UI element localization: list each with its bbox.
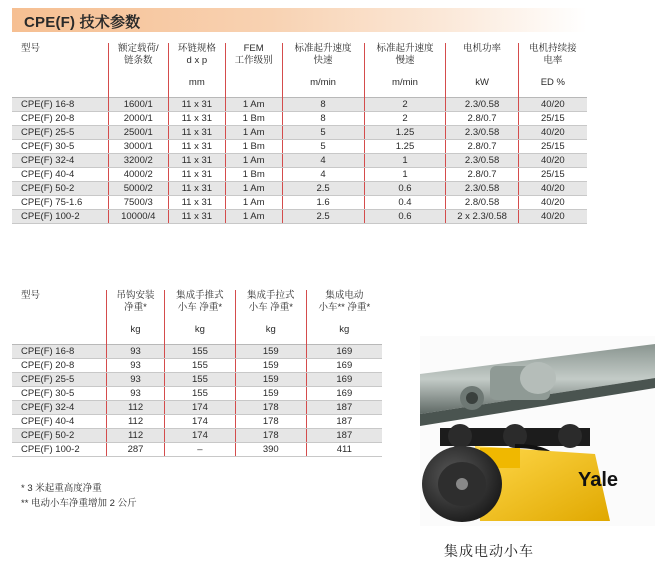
table-cell: 2.8/0.7	[446, 140, 518, 154]
table-cell: 40/20	[518, 126, 587, 140]
table-cell: CPE(F) 100-2	[12, 443, 107, 457]
header-line: 电机持续接	[529, 43, 577, 54]
table-cell: 411	[306, 443, 382, 457]
table-cell: 1 Bm	[225, 168, 282, 182]
table-cell: 187	[306, 401, 382, 415]
column-header	[518, 43, 587, 67]
weight-table	[12, 290, 382, 457]
unit-cell: kg	[107, 314, 165, 345]
table-cell: 2.3/0.58	[446, 182, 518, 196]
table-cell: 0.6	[364, 182, 446, 196]
table-cell: 93	[107, 387, 165, 401]
header-line: 型号	[21, 290, 41, 301]
table-row	[12, 210, 587, 224]
table-cell: CPE(F) 20-8	[12, 359, 107, 373]
table-cell: 169	[306, 345, 382, 359]
table-cell: 11 x 31	[168, 168, 225, 182]
unit-cell	[12, 314, 107, 345]
table-cell: 3200/2	[108, 154, 168, 168]
header-line: 快速	[313, 55, 333, 66]
table-cell: CPE(F) 50-2	[12, 429, 107, 443]
table-cell: 11 x 31	[168, 196, 225, 210]
hoist-trolley-image	[420, 336, 655, 526]
title-bar	[12, 8, 587, 32]
table-cell: 7500/3	[108, 196, 168, 210]
table-cell: 40/20	[518, 182, 587, 196]
table-row	[12, 112, 587, 126]
table-row	[12, 387, 382, 401]
unit-cell	[225, 67, 282, 98]
table-cell: 169	[306, 387, 382, 401]
table-cell: 174	[165, 401, 236, 415]
header-line: FEM	[243, 43, 264, 54]
table-cell: 169	[306, 359, 382, 373]
table-cell: 25/15	[518, 168, 587, 182]
yale-logo: Yale	[578, 469, 619, 491]
footnotes	[21, 481, 137, 511]
table-cell: 0.4	[364, 196, 446, 210]
table-row	[12, 168, 587, 182]
table-cell: 155	[165, 345, 236, 359]
table-cell: 159	[235, 373, 306, 387]
table-cell: 4000/2	[108, 168, 168, 182]
header-row	[12, 43, 587, 67]
header-line: 电率	[543, 55, 563, 66]
table-cell: 2	[364, 98, 446, 112]
table-cell: 155	[165, 373, 236, 387]
table-row	[12, 98, 587, 112]
header-line: 小车 净重*	[248, 302, 293, 313]
table-cell: 25/15	[518, 112, 587, 126]
table-cell: CPE(F) 75-1.6	[12, 196, 108, 210]
table-cell: 1.25	[364, 140, 446, 154]
table-cell: 11 x 31	[168, 154, 225, 168]
table-cell: 112	[107, 401, 165, 415]
table-cell: 2000/1	[108, 112, 168, 126]
table-cell: 2.5	[282, 182, 364, 196]
header-line: 吊钩安装	[116, 290, 155, 301]
unit-cell: kg	[306, 314, 382, 345]
header-line: d x p	[186, 55, 208, 66]
column-header	[225, 43, 282, 67]
header-line: 型号	[21, 43, 41, 54]
image-caption: 集成电动小车	[444, 543, 534, 559]
table-cell: 1 Am	[225, 210, 282, 224]
unit-row	[12, 67, 587, 98]
table-cell: 0.6	[364, 210, 446, 224]
table-cell: 3000/1	[108, 140, 168, 154]
column-header	[165, 290, 236, 314]
table-cell: 2 x 2.3/0.58	[446, 210, 518, 224]
unit-cell: m/min	[282, 67, 364, 98]
unit-cell: ED %	[518, 67, 587, 98]
header-line: 工作级别	[234, 55, 273, 66]
unit-cell: mm	[168, 67, 225, 98]
table-cell: 1 Am	[225, 98, 282, 112]
footnote: ** 电动小车净重增加 2 公斤	[21, 498, 137, 509]
table-cell: 169	[306, 373, 382, 387]
table-row	[12, 359, 382, 373]
header-line: 电机功率	[463, 43, 502, 54]
table-cell: CPE(F) 30-5	[12, 140, 108, 154]
unit-cell: kg	[165, 314, 236, 345]
table-cell: 187	[306, 415, 382, 429]
table-row	[12, 126, 587, 140]
header-line: 额定载荷/	[117, 43, 159, 54]
table-cell: 1 Bm	[225, 140, 282, 154]
unit-cell: kg	[235, 314, 306, 345]
table-cell: 25/15	[518, 140, 587, 154]
page-title: CPE(F) 技术参数	[24, 14, 141, 31]
table-cell: 5	[282, 140, 364, 154]
table-cell: 159	[235, 359, 306, 373]
table-cell: CPE(F) 32-4	[12, 154, 108, 168]
table-cell: 1.6	[282, 196, 364, 210]
table-cell: 2500/1	[108, 126, 168, 140]
table-cell: CPE(F) 40-4	[12, 415, 107, 429]
table-cell: CPE(F) 32-4	[12, 401, 107, 415]
unit-cell: kW	[446, 67, 518, 98]
table-row	[12, 154, 587, 168]
table-row	[12, 401, 382, 415]
unit-cell	[108, 67, 168, 98]
table-cell: CPE(F) 16-8	[12, 98, 108, 112]
table-cell: 40/20	[518, 196, 587, 210]
column-header	[168, 43, 225, 67]
column-header	[12, 43, 108, 67]
table-cell: 174	[165, 415, 236, 429]
table-cell: 187	[306, 429, 382, 443]
column-header	[107, 290, 165, 314]
table-cell: 178	[235, 415, 306, 429]
header-line: 净重*	[124, 302, 147, 313]
table-row	[12, 373, 382, 387]
header-line: 集成手拉式	[246, 290, 295, 301]
table-cell: 40/20	[518, 154, 587, 168]
table-cell: 93	[107, 345, 165, 359]
column-header	[235, 290, 306, 314]
table-row	[12, 415, 382, 429]
table-cell: –	[165, 443, 236, 457]
table-row	[12, 429, 382, 443]
header-line: 小车** 净重*	[318, 302, 371, 313]
header-line: 集成手推式	[176, 290, 224, 301]
column-header	[282, 43, 364, 67]
table-cell: 155	[165, 359, 236, 373]
table-cell: CPE(F) 16-8	[12, 345, 107, 359]
column-header	[12, 290, 107, 314]
unit-cell: m/min	[364, 67, 446, 98]
table-cell: 2.3/0.58	[446, 126, 518, 140]
column-header	[364, 43, 446, 67]
unit-cell	[12, 67, 108, 98]
table-cell: 2.3/0.58	[446, 98, 518, 112]
hoist-illustration	[420, 336, 655, 526]
table-cell: 11 x 31	[168, 210, 225, 224]
table-cell: 10000/4	[108, 210, 168, 224]
table-cell: 40/20	[518, 210, 587, 224]
table-cell: 2.8/0.7	[446, 168, 518, 182]
header-line: 慢速	[395, 55, 415, 66]
table-cell: 1	[364, 154, 446, 168]
table-cell: 8	[282, 98, 364, 112]
table-cell: 155	[165, 387, 236, 401]
table-cell: 4	[282, 154, 364, 168]
table-cell: 159	[235, 387, 306, 401]
table-row	[12, 443, 382, 457]
table-cell: 174	[165, 429, 236, 443]
table-row	[12, 182, 587, 196]
header-line: 链条数	[124, 55, 153, 66]
table-cell: 5	[282, 126, 364, 140]
table-cell: 2.8/0.7	[446, 112, 518, 126]
table-cell: 2	[364, 112, 446, 126]
table-cell: 178	[235, 429, 306, 443]
table-cell: 1 Am	[225, 126, 282, 140]
table-cell: CPE(F) 30-5	[12, 387, 107, 401]
table-cell: CPE(F) 100-2	[12, 210, 108, 224]
table-cell: 159	[235, 345, 306, 359]
table-cell: 1600/1	[108, 98, 168, 112]
table-cell: 2.8/0.58	[446, 196, 518, 210]
table-cell: 1.25	[364, 126, 446, 140]
column-header	[446, 43, 518, 67]
footnote: * 3 米起重高度净重	[21, 483, 102, 494]
table-row	[12, 345, 382, 359]
header-row	[12, 290, 382, 314]
table-cell: 11 x 31	[168, 98, 225, 112]
header-line: 小车 净重*	[177, 302, 223, 313]
table-cell: CPE(F) 20-8	[12, 112, 108, 126]
table-cell: 1 Bm	[225, 112, 282, 126]
table-cell: 178	[235, 401, 306, 415]
table-cell: 287	[107, 443, 165, 457]
header-line: 环链规格	[177, 43, 216, 54]
table-cell: 1 Am	[225, 154, 282, 168]
table-cell: 2.3/0.58	[446, 154, 518, 168]
table-cell: 93	[107, 359, 165, 373]
table-cell: 11 x 31	[168, 112, 225, 126]
table-cell: 112	[107, 429, 165, 443]
spec-table	[12, 43, 587, 224]
table-cell: 11 x 31	[168, 126, 225, 140]
table-cell: CPE(F) 25-5	[12, 126, 108, 140]
table-cell: CPE(F) 25-5	[12, 373, 107, 387]
table-cell: 1	[364, 168, 446, 182]
column-header	[108, 43, 168, 67]
table-cell: 1 Am	[225, 182, 282, 196]
header-line: 标准起升速度	[376, 43, 434, 54]
header-line: 集成电动	[325, 290, 364, 301]
table-cell: 4	[282, 168, 364, 182]
table-row	[12, 140, 587, 154]
table-cell: 5000/2	[108, 182, 168, 196]
table-cell: 1 Am	[225, 196, 282, 210]
header-line: 标准起升速度	[294, 43, 352, 54]
table-cell: 112	[107, 415, 165, 429]
unit-row	[12, 314, 382, 345]
table-cell: 11 x 31	[168, 182, 225, 196]
table-cell: CPE(F) 40-4	[12, 168, 108, 182]
table-cell: 8	[282, 112, 364, 126]
column-header	[306, 290, 382, 314]
table-cell: 93	[107, 373, 165, 387]
table-row	[12, 196, 587, 210]
table-cell: 2.5	[282, 210, 364, 224]
table-cell: CPE(F) 50-2	[12, 182, 108, 196]
table-cell: 40/20	[518, 98, 587, 112]
table-cell: 390	[235, 443, 306, 457]
table-cell: 11 x 31	[168, 140, 225, 154]
